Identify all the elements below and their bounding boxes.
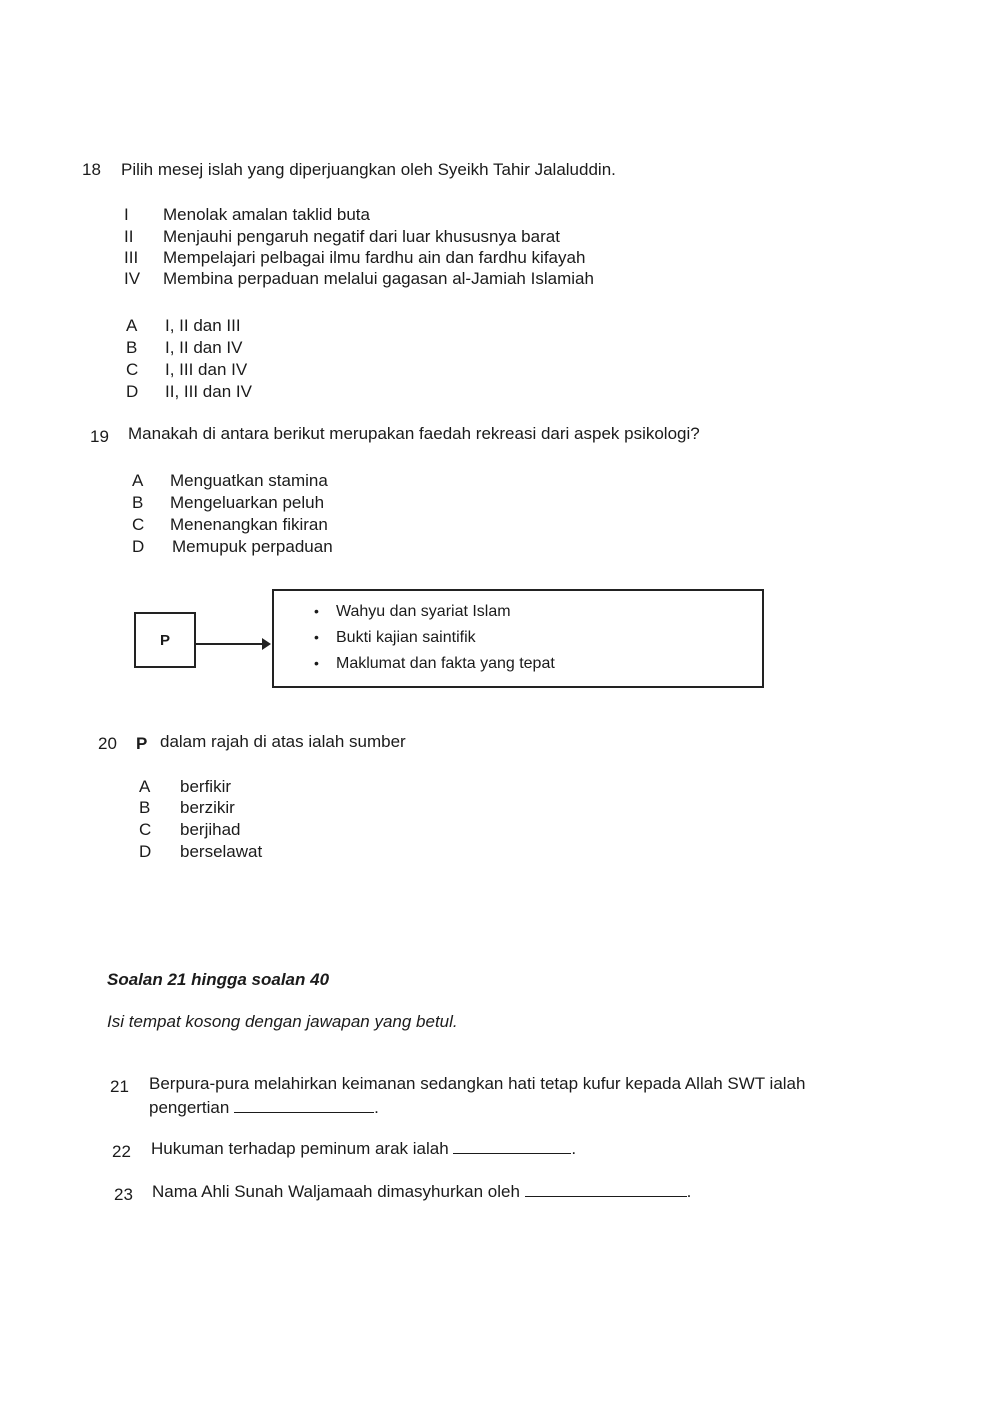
q18-option-b[interactable]: I, II dan IV (165, 338, 243, 357)
q18-number: 18 (82, 160, 101, 179)
q18-statement-3: Mempelajari pelbagai ilmu fardhu ain dan fardhu kifayah (163, 248, 586, 267)
q20-option-a[interactable]: berfikir (180, 777, 232, 796)
q20-text: dalam rajah di atas ialah sumber (160, 732, 406, 751)
diagram-bullet-3: • Maklumat dan fakta yang tepat (314, 655, 555, 672)
q22-line: Hukuman terhadap peminum arak ialah . (151, 1139, 577, 1158)
q19-option-d[interactable]: Memupuk perpaduan (172, 537, 333, 556)
diagram-arrow-line (196, 643, 264, 645)
q21-answer-blank[interactable] (234, 1098, 374, 1113)
bullet-icon: • (314, 629, 319, 645)
q20-option-c-letter: C (139, 820, 152, 839)
q19-option-a-letter: A (132, 471, 144, 490)
q18-option-c-letter: C (126, 360, 139, 379)
q22-answer-blank[interactable] (453, 1139, 571, 1154)
q19-option-d-letter: D (132, 537, 145, 556)
section-instruction: Isi tempat kosong dengan jawapan yang betul. (107, 1012, 458, 1031)
diagram-p-label: P (159, 631, 170, 649)
q20-p-label: P (136, 734, 148, 753)
q18-statement-4: Membina perpaduan melalui gagasan al-Jamiah Islamiah (163, 269, 594, 288)
q18-option-d-letter: D (126, 382, 139, 401)
q20-option-b-letter: B (139, 798, 151, 817)
q23-answer-blank[interactable] (525, 1182, 687, 1197)
q18-roman-4: IV (124, 269, 141, 288)
q20-option-d-letter: D (139, 842, 152, 861)
q19-option-c[interactable]: Menenangkan fikiran (170, 515, 328, 534)
q21-number: 21 (110, 1077, 129, 1096)
diagram-arrow-head-icon (262, 638, 271, 650)
q18-roman-3: III (124, 248, 139, 267)
q18-text: Pilih mesej islah yang diperjuangkan oleh Syeikh Tahir Jalaluddin. (121, 160, 616, 179)
q19-number: 19 (90, 427, 109, 446)
q18-option-b-letter: B (126, 338, 138, 357)
q18-option-d[interactable]: II, III dan IV (165, 382, 252, 401)
q20-number: 20 (98, 734, 117, 753)
q18-option-a-letter: A (126, 316, 138, 335)
q21-line2: pengertian . (149, 1098, 379, 1117)
q20-option-b[interactable]: berzikir (180, 798, 235, 817)
q20-option-d[interactable]: berselawat (180, 842, 263, 861)
q19-option-b-letter: B (132, 493, 144, 512)
q23-number: 23 (114, 1185, 133, 1204)
q19-option-c-letter: C (132, 515, 145, 534)
q18-statement-2: Menjauhi pengaruh negatif dari luar khususnya barat (163, 227, 560, 246)
q18-option-a[interactable]: I, II dan III (165, 316, 241, 335)
bullet-icon: • (314, 603, 319, 619)
diagram-bullet-1: • Wahyu dan syariat Islam (314, 603, 511, 620)
section-heading: Soalan 21 hingga soalan 40 (107, 970, 330, 989)
diagram-p-box (134, 612, 196, 668)
q23-line: Nama Ahli Sunah Waljamaah dimasyhurkan oleh . (152, 1182, 692, 1201)
q18-option-c[interactable]: I, III dan IV (165, 360, 248, 379)
q19-text: Manakah di antara berikut merupakan faedah rekreasi dari aspek psikologi? (128, 424, 700, 443)
q22-number: 22 (112, 1142, 131, 1161)
q21-line1: Berpura-pura melahirkan keimanan sedangkan hati tetap kufur kepada Allah SWT ialah (149, 1074, 806, 1093)
q19-option-a[interactable]: Menguatkan stamina (170, 471, 328, 490)
q19-option-b[interactable]: Mengeluarkan peluh (170, 493, 325, 512)
q20-option-a-letter: A (139, 777, 151, 796)
bullet-icon: • (314, 655, 319, 671)
q18-roman-2: II (124, 227, 134, 246)
diagram-bullet-2: • Bukti kajian saintifik (314, 629, 476, 646)
q18-statement-1: Menolak amalan taklid buta (163, 205, 370, 224)
q20-option-c[interactable]: berjihad (180, 820, 241, 839)
diagram-info-box (272, 589, 764, 688)
q18-roman-1: I (124, 205, 129, 224)
